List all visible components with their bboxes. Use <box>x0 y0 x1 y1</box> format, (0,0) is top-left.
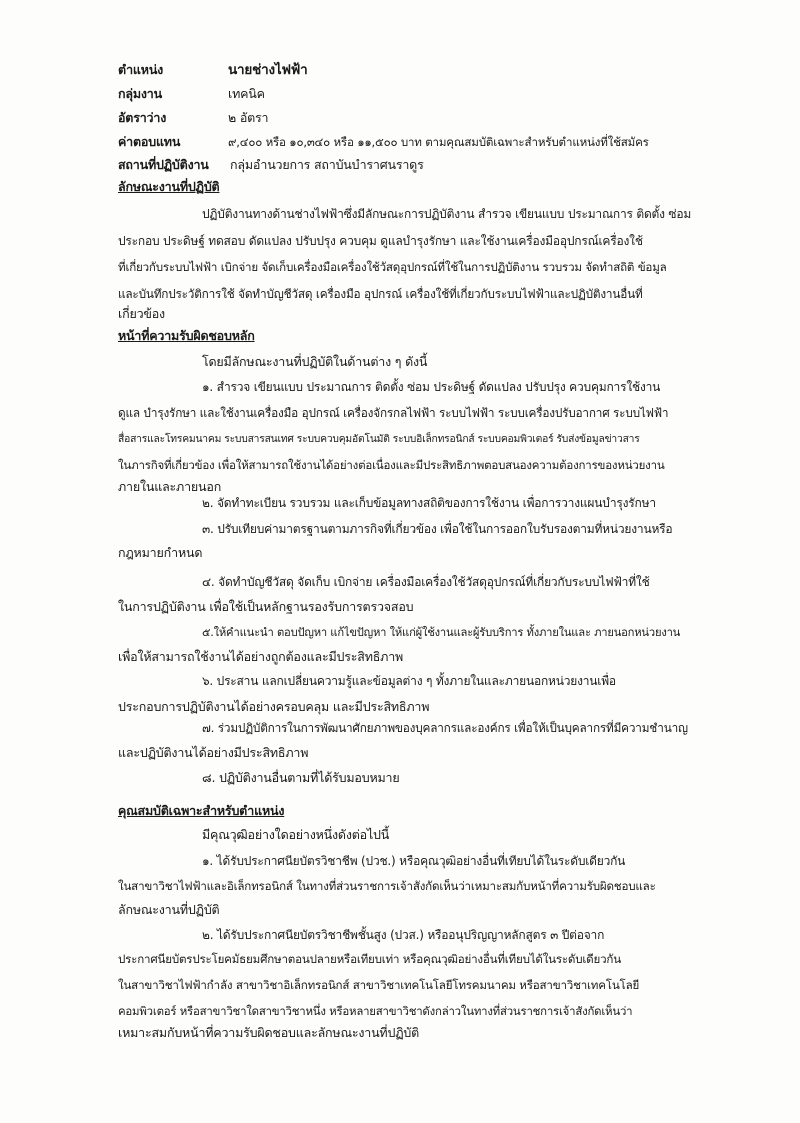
duty-line: ภายในและภายนอก <box>118 479 222 494</box>
duty-line: ประกอบการปฏิบัติงานได้อย่างครอบคลุม และมีประสิทธิภาพ <box>118 699 430 714</box>
salary-value: ๙,๔๐๐ หรือ ๑๐,๓๔๐ หรือ ๑๑,๕๐๐ บาท ตามคุณสมบัติเฉพาะสำหรับตำแหน่งที่ใช้สมัคร <box>228 135 649 149</box>
duty-line: ๔. จัดทำบัญชีวัสดุ จัดเก็บ เบิกจ่าย เครื่องมือเครื่องใช้วัสดุอุปกรณ์ที่เกี่ยวกับระบบไฟฟ้าที่ใช้ <box>202 575 650 589</box>
job-nature-line: ปฏิบัติงานทางด้านช่างไฟฟ้าซึ่งมีลักษณะการปฏิบัติงาน สำรวจ เขียนแบบ ประมาณการ ติดตั้ง ซ่อม <box>202 207 692 221</box>
duty-line: ๗. ร่วมปฏิบัติการในการพัฒนาศักยภาพของบุคลากรและองค์กร เพื่อให้เป็นบุคลากรที่มีความชำนาญ <box>202 721 688 735</box>
vacancy-value: ๒ อัตรา <box>228 110 269 125</box>
qualification-line: ๑. ได้รับประกาศนียบัตรวิชาชีพ (ปวช.) หรือคุณวุฒิอย่างอื่นที่เทียบได้ในระดับเดียวกัน <box>202 854 626 868</box>
duties-heading: หน้าที่ความรับผิดชอบหลัก <box>118 328 255 343</box>
duty-line: ๖. ประสาน แลกเปลี่ยนความรู้และข้อมูลต่าง ๆ ทั้งภายในและภายนอกหน่วยงานเพื่อ <box>202 674 616 688</box>
qualification-line: ๒. ได้รับประกาศนียบัตรวิชาชีพชั้นสูง (ปวส.) หรืออนุปริญญาหลักสูตร ๓ ปีต่อจาก <box>202 928 605 942</box>
qualification-line: คอมพิวเตอร์ หรือสาขาวิชาใดสาขาวิชาหนึ่ง หรือหลายสาขาวิชาดังกล่าวในทางที่ส่วนราชการเจ้าสังกัดเห็นว่า <box>118 1004 633 1018</box>
duty-line: ๑. สำรวจ เขียนแบบ ประมาณการ ติดตั้ง ซ่อม ประดิษฐ์ ดัดแปลง ปรับปรุง ควบคุมการใช้งาน <box>202 380 661 394</box>
duty-line: ๘. ปฏิบัติงานอื่นตามที่ได้รับมอบหมาย <box>202 770 400 785</box>
duty-line: ๕.ให้คำแนะนำ ตอบปัญหา แก้ไขปัญหา ให้แก่ผู้ใช้งานและผู้รับบริการ ทั้งภายในและ ภายนอกหน่วยงาน <box>202 626 681 639</box>
job-nature-line: ที่เกี่ยวกับระบบไฟฟ้า เบิกจ่าย จัดเก็บเครื่องมือเครื่องใช้วัสดุอุปกรณ์ที่ใช้ในการปฏิบัติงาน รวบรวม จัดทำสถิติ ข้อมูล <box>118 260 667 274</box>
job-nature-line: ประกอบ ประดิษฐ์ ทดสอบ ดัดแปลง ปรับปรุง ควบคุม ดูแลบำรุงรักษา และใช้งานเครื่องมืออุปกรณ์เครื่องใช้ <box>118 234 643 248</box>
salary-label: ค่าตอบแทน <box>118 134 181 149</box>
duty-line: และปฏิบัติงานได้อย่างมีประสิทธิภาพ <box>118 745 309 760</box>
qualification-line: เหมาะสมกับหน้าที่ความรับผิดชอบและลักษณะงานที่ปฏิบัติ <box>118 1025 420 1040</box>
vacancy-label: อัตราว่าง <box>118 110 167 125</box>
duty-line: เพื่อให้สามารถใช้งานได้อย่างถูกต้องและมีประสิทธิภาพ <box>118 649 404 664</box>
group-value: เทคนิค <box>228 86 265 101</box>
duty-line: ๒. จัดทำทะเบียน รวบรวม และเก็บข้อมูลทางสถิติของการใช้งาน เพื่อการวางแผนบำรุงรักษา <box>202 496 656 510</box>
duty-line: กฎหมายกำหนด <box>118 545 203 560</box>
duties-intro: โดยมีลักษณะงานที่ปฏิบัติในด้านต่าง ๆ ดังนี้ <box>202 354 428 369</box>
duty-line: ในการปฏิบัติงาน เพื่อใช้เป็นหลักฐานรองรับการตรวจสอบ <box>118 599 414 614</box>
duty-line: ดูแล บำรุงรักษา และใช้งานเครื่องมือ อุปกรณ์ เครื่องจักรกลไฟฟ้า ระบบไฟฟ้า ระบบเครื่องปรับอากาศ ระบบไฟฟ้า <box>118 406 669 420</box>
job-nature-line: และบันทึกประวัติการใช้ จัดทำบัญชีวัสดุ เครื่องมือ อุปกรณ์ เครื่องใช้ที่เกี่ยวกับระบบไฟฟ้าและปฏิบัติงานอื่นที่ <box>118 287 643 301</box>
qualification-line: ลักษณะงานที่ปฏิบัติ <box>118 902 220 917</box>
location-label: สถานที่ปฏิบัติงาน <box>118 157 209 172</box>
qualification-line: ในสาขาวิชาไฟฟ้ากำลัง สาขาวิชาอิเล็กทรอนิกส์ สาขาวิชาเทคโนโลยีโทรคมนาคม หรือสาขาวิชาเทคโนโลยี <box>118 978 640 992</box>
duty-line: สื่อสารและโทรคมนาคม ระบบสารสนเทศ ระบบควบคุมอัตโนมัติ ระบบอิเล็กทรอนิกส์ ระบบคอมพิวเตอร์ รับส่งข้อมูลข่าวสาร <box>118 433 640 445</box>
position-value: นายช่างไฟฟ้า <box>228 62 308 78</box>
job-nature-line: เกี่ยวข้อง <box>118 306 165 321</box>
position-label: ตำแหน่ง <box>118 62 164 77</box>
duty-line: ๓. ปรับเทียบค่ามาตรฐานตามภารกิจที่เกี่ยวข้อง เพื่อใช้ในการออกใบรับรองตามที่หน่วยงานหรือ <box>202 522 673 536</box>
job-nature-heading: ลักษณะงานที่ปฏิบัติ <box>118 179 220 194</box>
qualification-line: ในสาขาวิชาไฟฟ้าและอิเล็กทรอนิกส์ ในทางที่ส่วนราชการเจ้าสังกัดเห็นว่าเหมาะสมกับหน้าที่ความรับผิดชอบและ <box>118 879 656 893</box>
qualification-line: ประกาศนียบัตรประโยคมัธยมศึกษาตอนปลายหรือเทียบเท่า หรือคุณวุฒิอย่างอื่นที่เทียบได้ในระดับเดียวกัน <box>118 952 621 966</box>
qualifications-intro: มีคุณวุฒิอย่างใดอย่างหนึ่งดังต่อไปนี้ <box>202 827 390 842</box>
location-value: กลุ่มอำนวยการ สถาบันบำราศนราดูร <box>230 157 424 172</box>
duty-line: ในภารกิจที่เกี่ยวข้อง เพื่อให้สามารถใช้งานได้อย่างต่อเนื่องและมีประสิทธิภาพตอบสนองความต้องการของหน่วยงาน <box>118 458 665 472</box>
qualifications-heading: คุณสมบัติเฉพาะสำหรับตำแหน่ง <box>118 803 285 818</box>
group-label: กลุ่มงาน <box>118 86 162 101</box>
